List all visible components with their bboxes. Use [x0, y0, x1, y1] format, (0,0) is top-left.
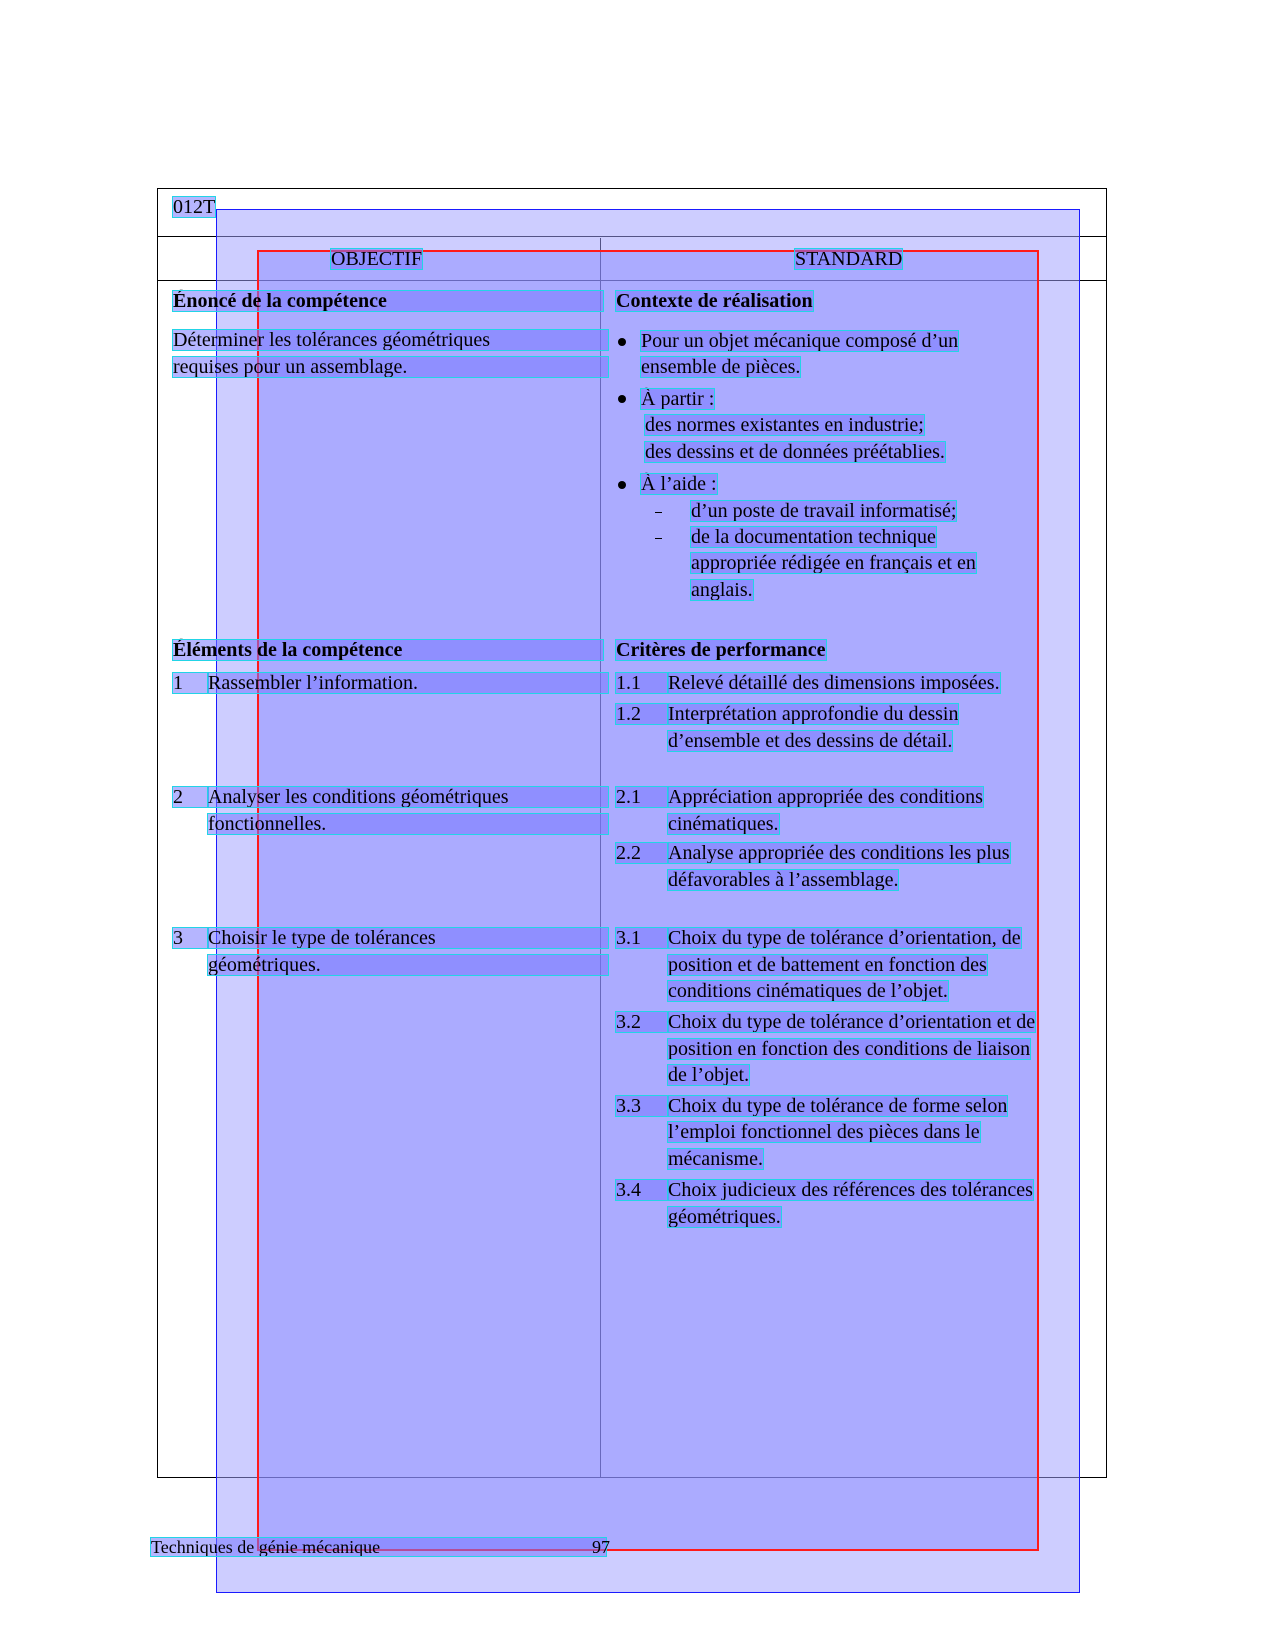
contexte-b1-line-2: ensemble de pièces. — [641, 356, 801, 378]
enonce-line-2: requises pour un assemblage. — [173, 357, 608, 377]
contexte-b3-sub-1: d’un poste de travail informatisé; — [691, 500, 957, 522]
element-3-number: 3 — [173, 928, 208, 948]
elements-title: Éléments de la compétence — [173, 640, 603, 660]
critere-3-2-number: 3.2 — [616, 1012, 668, 1032]
header-standard: STANDARD — [795, 248, 903, 270]
footer-page-number: 97 — [592, 1537, 610, 1557]
critere-3-3-line-3: mécanisme. — [668, 1148, 763, 1170]
contexte-b3-sub-2-line-1: de la documentation technique — [691, 526, 936, 548]
bullet-icon — [618, 338, 626, 346]
critere-3-2-line-1: Choix du type de tolérance d’orientation et de — [668, 1011, 1036, 1033]
contexte-title: Contexte de réalisation — [616, 290, 813, 312]
enonce-line-1: Déterminer les tolérances géométriques — [173, 330, 608, 350]
critere-1-2-line-1: Interprétation approfondie du dessin — [668, 703, 959, 725]
critere-3-2-line-3: de l’objet. — [668, 1064, 750, 1086]
bullet-icon — [618, 481, 626, 489]
critere-1-2-line-2: d’ensemble et des dessins de détail. — [668, 730, 953, 752]
element-1-number: 1 — [173, 673, 208, 693]
dash-icon — [655, 538, 662, 539]
critere-3-3-line-2: l’emploi fonctionnel des pièces dans le — [668, 1121, 980, 1143]
contexte-b3-sub-2-line-2: appropriée rédigée en français et en — [691, 552, 976, 574]
element-3-line-1: Choisir le type de tolérances — [208, 928, 608, 948]
contexte-b1-line-1: Pour un objet mécanique composé d’un — [641, 330, 959, 352]
critere-3-1-line-2: position et de battement en fonction des — [668, 954, 987, 976]
critere-1-1-line-1: Relevé détaillé des dimensions imposées. — [668, 672, 1000, 694]
critere-3-1-line-3: conditions cinématiques de l’objet. — [668, 980, 948, 1002]
element-2-number: 2 — [173, 787, 208, 807]
bullet-icon — [618, 395, 626, 403]
dash-icon — [655, 512, 662, 513]
critere-2-2-line-1: Analyse appropriée des conditions les plus — [668, 842, 1010, 864]
critere-3-3-number: 3.3 — [616, 1096, 668, 1116]
contexte-b2: À partir : — [641, 388, 715, 410]
header-objectif: OBJECTIF — [331, 248, 423, 270]
contexte-b3-sub-2-line-3: anglais. — [691, 579, 753, 601]
critere-1-2-number: 1.2 — [616, 704, 668, 724]
critere-3-4-number: 3.4 — [616, 1180, 668, 1200]
element-3-line-2: géométriques. — [208, 955, 608, 975]
footer-program-title: Techniques de génie mécanique — [151, 1538, 606, 1556]
critere-3-3-line-1: Choix du type de tolérance de forme selon — [668, 1095, 1008, 1117]
critere-3-2-line-2: position en fonction des conditions de liaison — [668, 1038, 1031, 1060]
element-2-line-2: fonctionnelles. — [208, 814, 608, 834]
contexte-b3: À l’aide : — [641, 473, 717, 495]
critere-1-1-number: 1.1 — [616, 673, 668, 693]
element-2-line-1: Analyser les conditions géométriques — [208, 787, 608, 807]
critere-2-2-line-2: défavorables à l’assemblage. — [668, 869, 899, 891]
critere-2-2-number: 2.2 — [616, 843, 668, 863]
criteres-title: Critères de performance — [616, 639, 826, 661]
contexte-b2-sub-1: des normes existantes en industrie; — [645, 414, 924, 436]
critere-2-1-line-2: cinématiques. — [668, 813, 779, 835]
critere-3-4-line-1: Choix judicieux des références des tolérances — [668, 1179, 1033, 1201]
critere-2-1-line-1: Appréciation appropriée des conditions — [668, 786, 983, 808]
critere-3-4-line-2: géométriques. — [668, 1206, 781, 1228]
document-code: 012T — [173, 196, 216, 218]
element-1-line-1: Rassembler l’information. — [208, 673, 608, 693]
enonce-title: Énoncé de la compétence — [173, 291, 603, 311]
critere-2-1-number: 2.1 — [616, 787, 668, 807]
contexte-b2-sub-2: des dessins et de données préétablies. — [645, 441, 945, 463]
critere-3-1-line-1: Choix du type de tolérance d’orientation, de — [668, 927, 1021, 949]
critere-3-1-number: 3.1 — [616, 928, 668, 948]
